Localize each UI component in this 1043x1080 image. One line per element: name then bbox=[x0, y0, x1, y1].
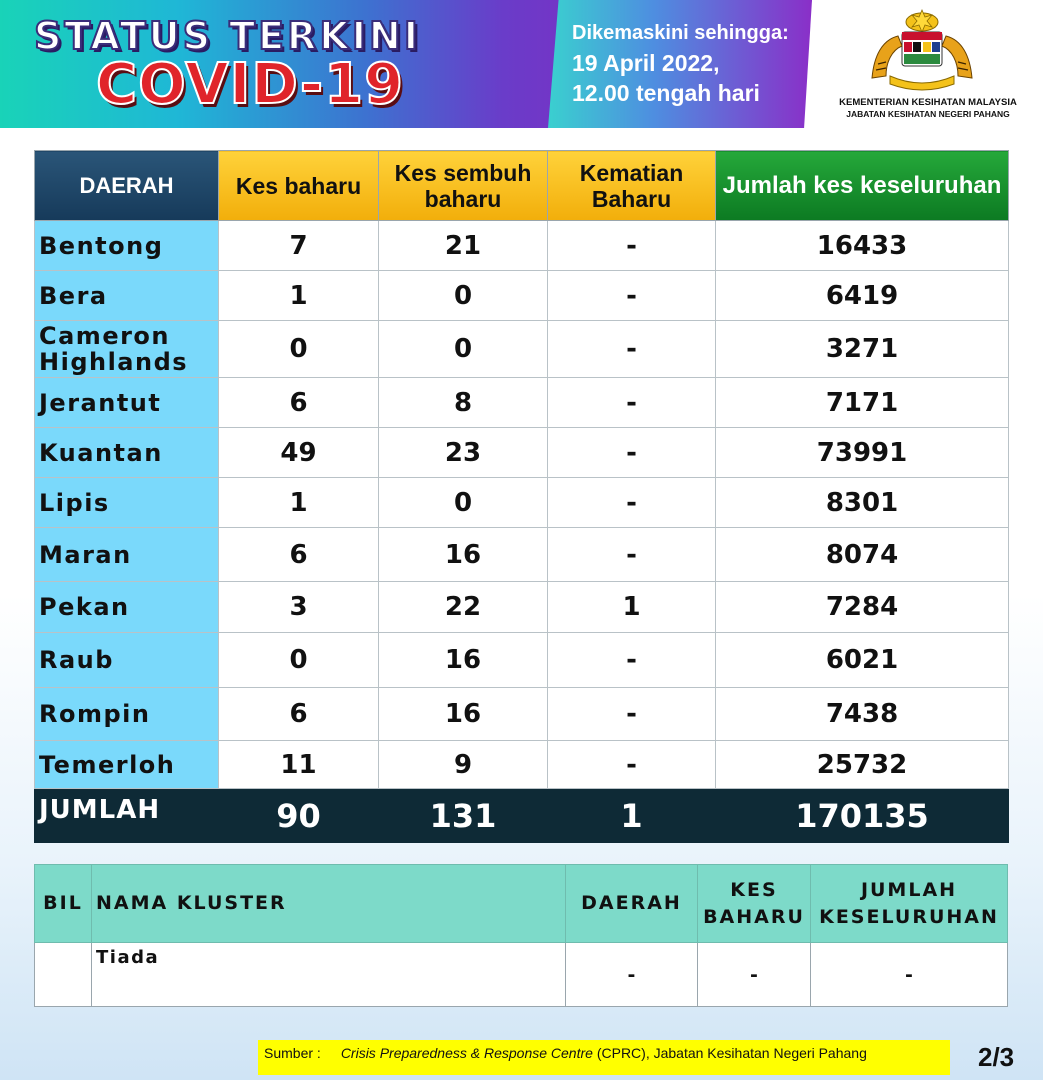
department-label: JABATAN KESIHATAN NEGERI PAHANG bbox=[846, 109, 1010, 119]
table-row bbox=[35, 428, 1009, 478]
sembuh-cell: 23 bbox=[379, 428, 548, 478]
table-row bbox=[35, 378, 1009, 428]
header-cluster-jumlah-line1: JUMLAH bbox=[860, 878, 958, 901]
district-cell: Kuantan bbox=[35, 428, 219, 478]
kematian-cell: - bbox=[548, 378, 716, 428]
ministry-name bbox=[818, 97, 1038, 119]
district-cell bbox=[35, 321, 219, 378]
kes-baharu-cell: 6 bbox=[219, 688, 379, 741]
source-label: Sumber : bbox=[264, 1045, 321, 1061]
district-cell: Pekan bbox=[35, 582, 219, 633]
kematian-cell: - bbox=[548, 221, 716, 271]
district-cell: Temerloh bbox=[35, 741, 219, 789]
kes-baharu-cell: 0 bbox=[219, 633, 379, 688]
table-row bbox=[35, 478, 1009, 528]
cluster-header-row bbox=[35, 865, 1008, 943]
district-line1: Cameron bbox=[39, 322, 171, 350]
sembuh-cell: 16 bbox=[379, 528, 548, 582]
table-header-row bbox=[35, 151, 1009, 221]
header-cluster-jumlah bbox=[811, 865, 1008, 943]
jumlah-cell: 7438 bbox=[716, 688, 1009, 741]
kes-baharu-cell: 0 bbox=[219, 321, 379, 378]
kematian-cell: - bbox=[548, 271, 716, 321]
table-row bbox=[35, 741, 1009, 789]
source-note bbox=[258, 1040, 950, 1075]
table-row bbox=[35, 688, 1009, 741]
kematian-cell: - bbox=[548, 633, 716, 688]
sembuh-cell: 0 bbox=[379, 271, 548, 321]
district-cell: Rompin bbox=[35, 688, 219, 741]
sembuh-cell: 22 bbox=[379, 582, 548, 633]
district-cell: Raub bbox=[35, 633, 219, 688]
jumlah-cell: 6021 bbox=[716, 633, 1009, 688]
cluster-kes-cell: - bbox=[698, 943, 811, 1007]
cluster-bil-cell bbox=[35, 943, 92, 1007]
header-cluster-kes-line2: BAHARU bbox=[703, 905, 805, 928]
jumlah-cell: 7171 bbox=[716, 378, 1009, 428]
malaysia-coat-of-arms-icon bbox=[864, 6, 980, 94]
jumlah-cell: 3271 bbox=[716, 321, 1009, 378]
table-row bbox=[35, 582, 1009, 633]
kes-baharu-cell: 3 bbox=[219, 582, 379, 633]
header-kematian-line1: Kematian bbox=[579, 159, 684, 186]
kematian-cell: - bbox=[548, 688, 716, 741]
kes-baharu-cell: 6 bbox=[219, 528, 379, 582]
cluster-daerah-cell: - bbox=[566, 943, 698, 1007]
jumlah-cell: 7284 bbox=[716, 582, 1009, 633]
kes-baharu-cell: 1 bbox=[219, 271, 379, 321]
district-cell: Lipis bbox=[35, 478, 219, 528]
sembuh-cell: 9 bbox=[379, 741, 548, 789]
header-kes-sembuh-line1: Kes sembuh bbox=[394, 159, 532, 186]
kematian-cell: - bbox=[548, 478, 716, 528]
jumlah-cell: 73991 bbox=[716, 428, 1009, 478]
page-number: 2/3 bbox=[978, 1042, 1015, 1072]
table-row bbox=[35, 221, 1009, 271]
updated-date: 19 April 2022, bbox=[572, 50, 720, 76]
table-row bbox=[35, 528, 1009, 582]
cluster-table bbox=[34, 864, 1008, 1007]
jumlah-cell: 8074 bbox=[716, 528, 1009, 582]
header-cluster-kes-line1: KES bbox=[730, 878, 778, 901]
sembuh-cell: 21 bbox=[379, 221, 548, 271]
title-status-terkini: STATUS TERKINI bbox=[34, 14, 421, 58]
total-kematian: 1 bbox=[548, 789, 716, 843]
header-daerah: DAERAH bbox=[35, 151, 219, 221]
table-row bbox=[35, 633, 1009, 688]
district-cell: Bentong bbox=[35, 221, 219, 271]
district-cases-table bbox=[34, 150, 1009, 843]
title-covid-19: COVID-19 bbox=[96, 52, 405, 117]
cluster-jumlah-cell: - bbox=[811, 943, 1008, 1007]
header-kes-sembuh-line2: baharu bbox=[424, 185, 502, 212]
header-cluster-daerah: DAERAH bbox=[566, 865, 698, 943]
total-sembuh: 131 bbox=[379, 789, 548, 843]
kes-baharu-cell: 11 bbox=[219, 741, 379, 789]
cluster-row bbox=[35, 943, 1008, 1007]
header-nama-kluster: NAMA KLUSTER bbox=[92, 865, 566, 943]
header-bil: BIL bbox=[35, 865, 92, 943]
district-cell: Jerantut bbox=[35, 378, 219, 428]
kes-baharu-cell: 49 bbox=[219, 428, 379, 478]
table-row bbox=[35, 271, 1009, 321]
total-label: JUMLAH bbox=[35, 789, 219, 843]
updated-info bbox=[572, 18, 789, 108]
header-kes-baharu: Kes baharu bbox=[219, 151, 379, 221]
kematian-cell: - bbox=[548, 528, 716, 582]
sembuh-cell: 0 bbox=[379, 321, 548, 378]
jumlah-cell: 8301 bbox=[716, 478, 1009, 528]
updated-label: Dikemaskini sehingga: bbox=[572, 22, 789, 44]
cluster-name-cell: Tiada bbox=[92, 943, 566, 1007]
header-jumlah: Jumlah kes keseluruhan bbox=[716, 151, 1009, 221]
header-kes-sembuh bbox=[379, 151, 548, 221]
kematian-cell: 1 bbox=[548, 582, 716, 633]
kematian-cell: - bbox=[548, 321, 716, 378]
sembuh-cell: 8 bbox=[379, 378, 548, 428]
kematian-cell: - bbox=[548, 428, 716, 478]
district-cell: Bera bbox=[35, 271, 219, 321]
jumlah-cell: 6419 bbox=[716, 271, 1009, 321]
kes-baharu-cell: 7 bbox=[219, 221, 379, 271]
sembuh-cell: 16 bbox=[379, 633, 548, 688]
district-cell: Maran bbox=[35, 528, 219, 582]
sembuh-cell: 0 bbox=[379, 478, 548, 528]
district-line2: Highlands bbox=[39, 348, 189, 376]
updated-time: 12.00 tengah hari bbox=[572, 80, 760, 106]
jumlah-cell: 25732 bbox=[716, 741, 1009, 789]
jumlah-cell: 16433 bbox=[716, 221, 1009, 271]
kematian-cell: - bbox=[548, 741, 716, 789]
source-rest: (CPRC), Jabatan Kesihatan Negeri Pahang bbox=[592, 1045, 867, 1061]
table-row bbox=[35, 321, 1009, 378]
total-kes-baharu: 90 bbox=[219, 789, 379, 843]
sembuh-cell: 16 bbox=[379, 688, 548, 741]
total-row bbox=[35, 789, 1009, 843]
header-kematian-line2: Baharu bbox=[591, 185, 672, 212]
kes-baharu-cell: 1 bbox=[219, 478, 379, 528]
header-kematian bbox=[548, 151, 716, 221]
kes-baharu-cell: 6 bbox=[219, 378, 379, 428]
header-cluster-kes-baharu bbox=[698, 865, 811, 943]
ministry-label: KEMENTERIAN KESIHATAN MALAYSIA bbox=[839, 97, 1017, 108]
source-organization: Crisis Preparedness & Response Centre bbox=[340, 1045, 593, 1061]
header-cluster-jumlah-line2: KESELURUHAN bbox=[819, 905, 999, 928]
total-jumlah: 170135 bbox=[716, 789, 1009, 843]
